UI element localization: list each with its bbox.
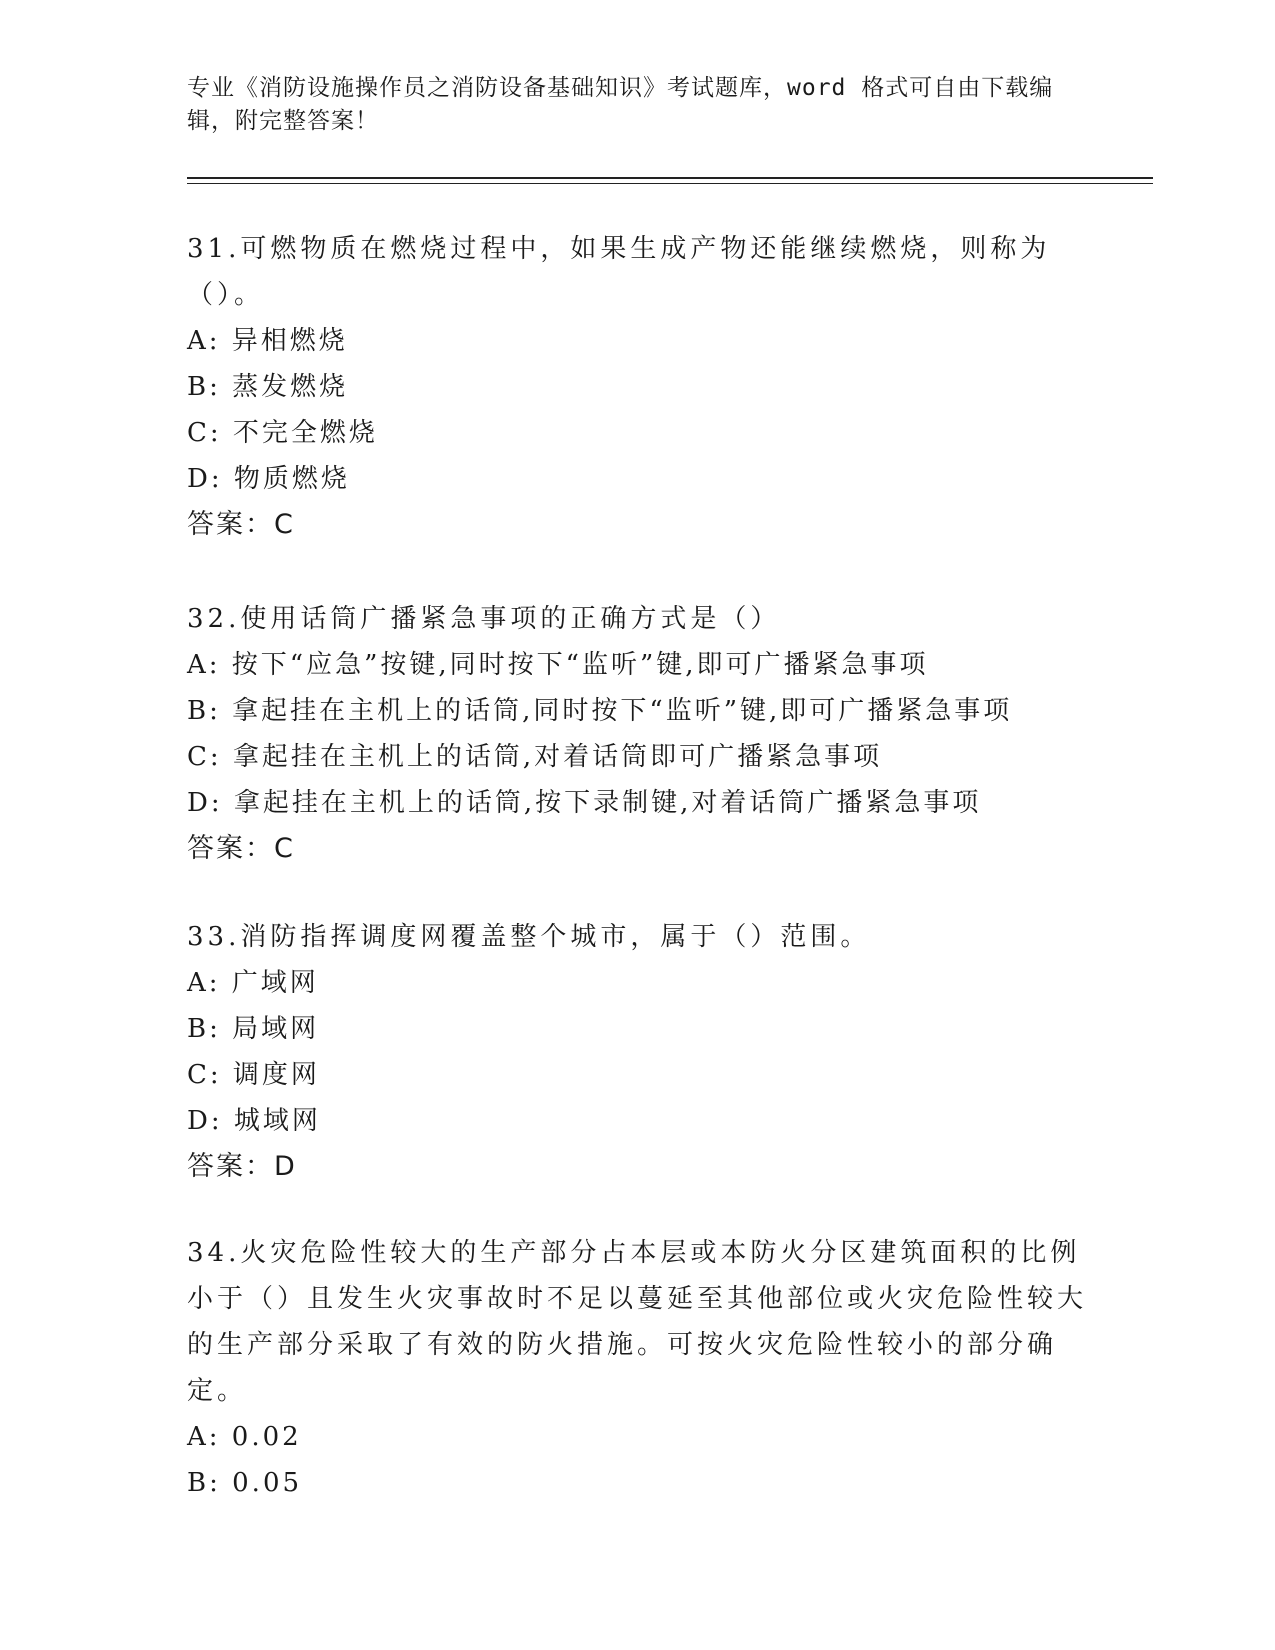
option-d: D: 城域网 (187, 1106, 321, 1136)
question-stem: 32.使用话筒广播紧急事项的正确方式是（） (187, 604, 781, 634)
answer-label: 答案：D (187, 1151, 297, 1182)
header-divider (187, 177, 1153, 179)
option-c: C: 调度网 (187, 1060, 320, 1090)
option-a: A: 0.02 (187, 1422, 302, 1452)
question-stem: 31.可燃物质在燃烧过程中，如果生成产物还能继续燃烧，则称为（）。 (187, 234, 1051, 310)
option-b: B: 蒸发燃烧 (187, 372, 349, 402)
option-c: C: 拿起挂在主机上的话筒,对着话筒即可广播紧急事项 (187, 742, 883, 772)
answer-label: 答案：C (187, 509, 295, 540)
option-a: A: 按下“应急”按键,同时按下“监听”键,即可广播紧急事项 (187, 650, 929, 680)
option-a: A: 异相燃烧 (187, 326, 348, 356)
answer-label: 答案：C (187, 833, 295, 864)
option-a: A: 广域网 (187, 968, 319, 998)
option-c: C: 不完全燃烧 (187, 418, 378, 448)
question-stem: 33.消防指挥调度网覆盖整个城市，属于（）范围。 (187, 922, 871, 952)
document-header: 专业《消防设施操作员之消防设备基础知识》考试题库，word 格式可自由下载编辑，附完整答案！ (187, 75, 1054, 134)
option-b: B: 拿起挂在主机上的话筒,同时按下“监听”键,即可广播紧急事项 (187, 696, 1013, 726)
option-d: D: 拿起挂在主机上的话筒,按下录制键,对着话筒广播紧急事项 (187, 788, 982, 818)
option-b: B: 局域网 (187, 1014, 320, 1044)
header-divider-thin (187, 183, 1153, 184)
question-stem: 34.火灾危险性较大的生产部分占本层或本防火分区建筑面积的比例小于（）且发生火灾事故时不足以蔓延至其他部位或火灾危险性较大的生产部分采取了有效的防火措施。可按火灾危险性较小的部分确定。 (187, 1238, 1088, 1406)
option-b: B: 0.05 (187, 1468, 303, 1498)
option-d: D: 物质燃烧 (187, 464, 350, 494)
question-34 (187, 1230, 1087, 1506)
question-32 (187, 596, 1087, 872)
question-31 (187, 226, 1087, 548)
question-33 (187, 914, 1087, 1190)
